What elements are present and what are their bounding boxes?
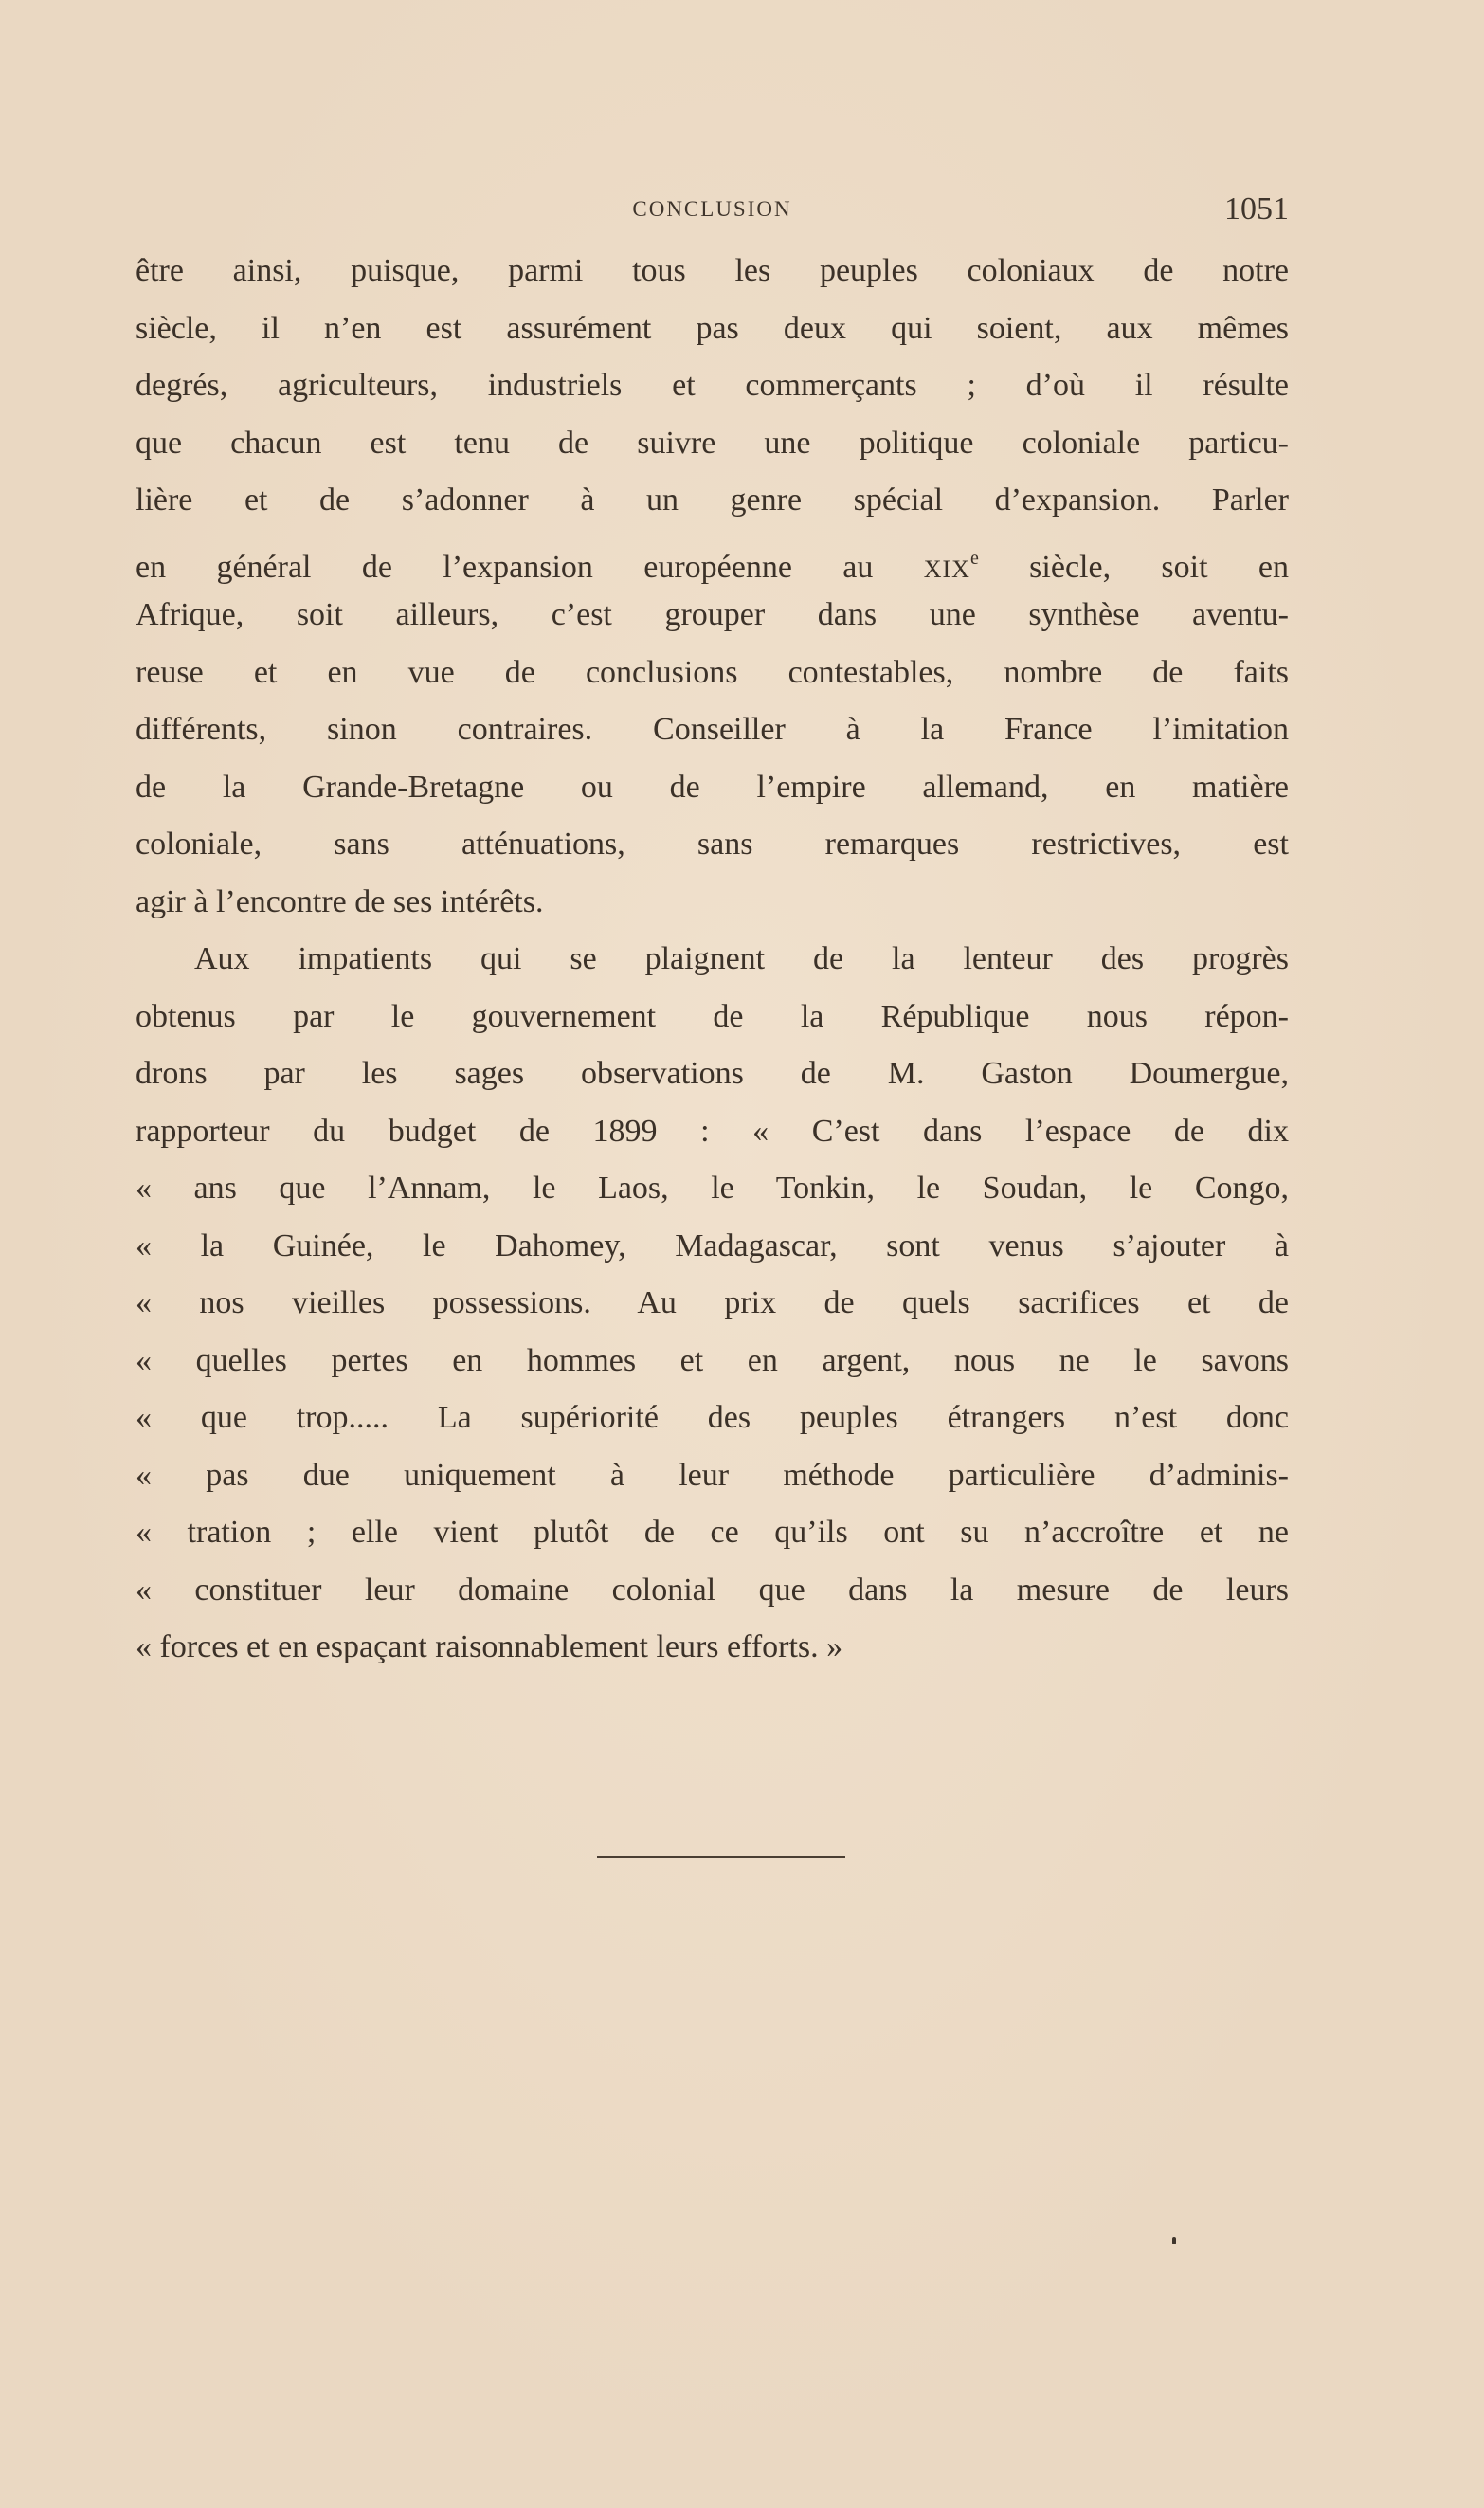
text-line: « quelles pertes en hommes et en argent, nous ne le savons	[136, 1342, 1289, 1378]
text-line-with-century	[136, 530, 1289, 588]
superscript: e	[969, 547, 979, 569]
text-line: rapporteur du budget de 1899 : « C’est dans l’espace de dix	[136, 1113, 1289, 1149]
text-fragment: siècle, soit en	[978, 549, 1289, 585]
text-line: « ans que l’Annam, le Laos, le Tonkin, le Soudan, le Congo,	[136, 1171, 1289, 1206]
text-line: siècle, il n’en est assurément pas deux qui soient, aux mêmes	[136, 310, 1289, 346]
text-line: reuse et en vue de conclusions contestables, nombre de faits	[136, 654, 1289, 690]
text-line: être ainsi, puisque, parmi tous les peuples coloniaux de notre	[136, 253, 1289, 288]
page-number: 1051	[1224, 191, 1289, 227]
century-numeral: XIX	[923, 554, 970, 583]
text-line: « pas due uniquement à leur méthode particulière d’adminis-	[136, 1457, 1289, 1493]
text-line: degrés, agriculteurs, industriels et commerçants ; d’où il résulte	[136, 368, 1289, 403]
running-title: CONCLUSION	[632, 197, 792, 221]
text-line: de la Grande-Bretagne ou de l’empire allemand, en matière	[136, 769, 1289, 805]
text-line: différents, sinon contraires. Conseiller à la France l’imitation	[136, 712, 1289, 747]
ink-speck	[1172, 2237, 1176, 2244]
text-line: « tration ; elle vient plutôt de ce qu’ils ont su n’accroître et ne	[136, 1515, 1289, 1550]
text-line: drons par les sages observations de M. Gaston Doumergue,	[136, 1056, 1289, 1091]
text-line: « nos vieilles possessions. Au prix de quels sacrifices et de	[136, 1285, 1289, 1320]
text-line: Aux impatients qui se plaignent de la lenteur des progrès	[194, 941, 1289, 976]
section-divider-rule	[597, 1856, 845, 1858]
text-line: « que trop..... La supériorité des peuples étrangers n’est donc	[136, 1400, 1289, 1435]
text-line: lière et de s’adonner à un genre spécial d’expansion. Parler	[136, 482, 1289, 518]
text-line: Afrique, soit ailleurs, c’est grouper dans une synthèse aventu-	[136, 597, 1289, 632]
text-line: obtenus par le gouvernement de la République nous répon-	[136, 998, 1289, 1034]
text-line: agir à l’encontre de ses intérêts.	[136, 883, 544, 919]
text-line: que chacun est tenu de suivre une politique coloniale particu-	[136, 425, 1289, 461]
body-text	[136, 243, 1289, 1677]
text-fragment: en général de l’expansion européenne au	[136, 549, 924, 585]
page-header	[136, 191, 1289, 229]
text-line: « constituer leur domaine colonial que dans la mesure de leurs	[136, 1572, 1289, 1608]
text-line: « la Guinée, le Dahomey, Madagascar, sont venus s’ajouter à	[136, 1227, 1289, 1263]
text-line: coloniale, sans atténuations, sans remarques restrictives, est	[136, 827, 1289, 862]
text-line: « forces et en espaçant raisonnablement leurs efforts. »	[136, 1629, 843, 1664]
